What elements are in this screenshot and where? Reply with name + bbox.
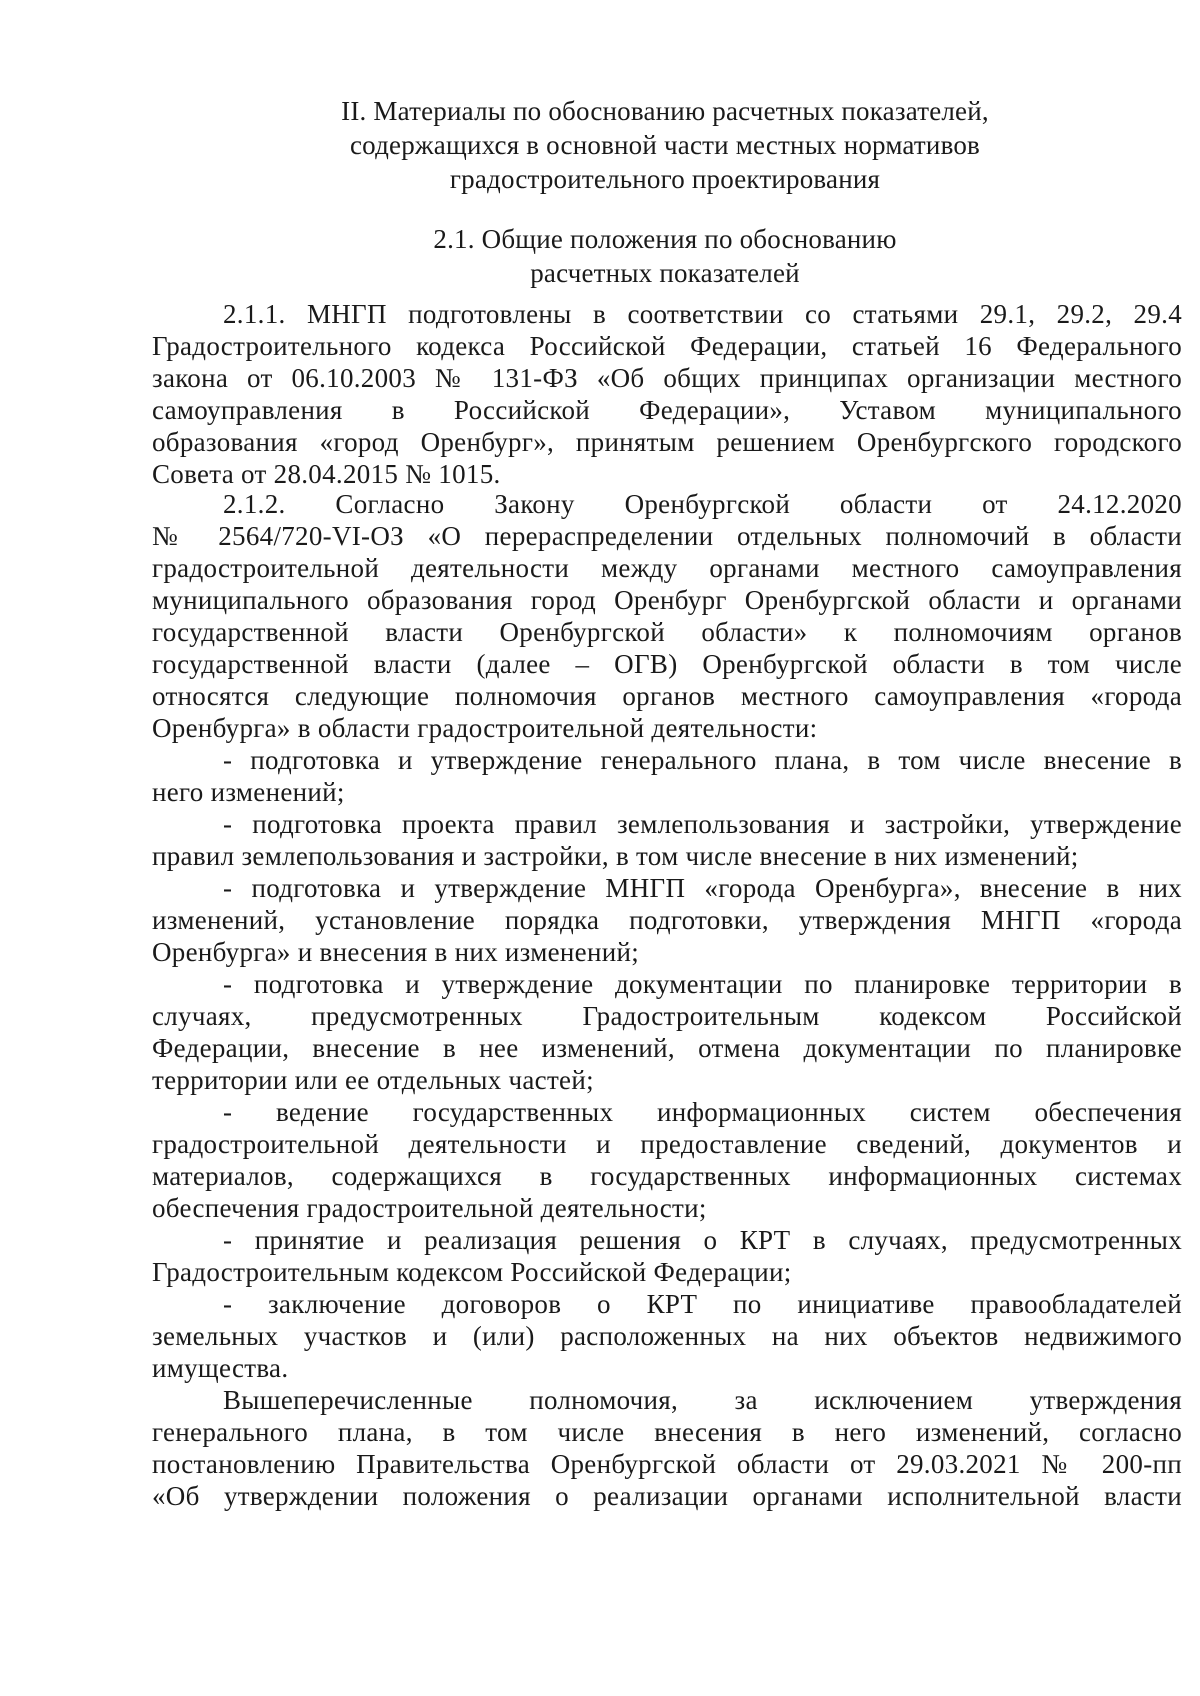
list-item-line: - ведение государственных информационных систем обеспечения — [223, 1097, 1182, 1127]
subsection-title-line: 2.1. Общие положения по обоснованию — [433, 224, 897, 254]
list-item-line: изменений, установление порядка подготовки, утверждения МНГП «города — [152, 905, 1182, 935]
list-item-line: случаях, предусмотренных Градостроительным кодексом Российской — [152, 1001, 1182, 1031]
paragraph-line: градостроительной деятельности между органами местного самоуправления — [152, 553, 1182, 583]
list-item-line: градостроительной деятельности и предоставление сведений, документов и — [152, 1129, 1182, 1159]
list-item-line: - подготовка и утверждение генерального плана, в том числе внесение в — [223, 745, 1182, 775]
list-item-line: Федерации, внесение в нее изменений, отмена документации по планировке — [152, 1033, 1182, 1063]
paragraph-line: Совета от 28.04.2015 № 1015. — [152, 459, 501, 489]
list-item-line: Оренбурга» и внесения в них изменений; — [152, 937, 639, 967]
list-item-line: материалов, содержащихся в государственных информационных системах — [152, 1161, 1182, 1191]
paragraph-line: № 2564/720-VI-ОЗ «О перераспределении отдельных полномочий в области — [152, 521, 1182, 551]
list-item-line: правил землепользования и застройки, в том числе внесение в них изменений; — [152, 841, 1079, 871]
list-item-line: имущества. — [152, 1353, 289, 1383]
paragraph-line: постановлению Правительства Оренбургской области от 29.03.2021 № 200-пп — [152, 1449, 1182, 1479]
list-item-line: территории или ее отдельных частей; — [152, 1065, 594, 1095]
paragraph-line: Градостроительного кодекса Российской Федерации, статьей 16 Федерального — [152, 331, 1182, 361]
paragraph-line: 2.1.1. МНГП подготовлены в соответствии со статьями 29.1, 29.2, 29.4 — [223, 299, 1182, 329]
list-item-line: - принятие и реализация решения о КРТ в случаях, предусмотренных — [223, 1225, 1182, 1255]
subsection-title — [150, 222, 1180, 290]
subsection-title-line: расчетных показателей — [530, 258, 800, 288]
list-item-line: обеспечения градостроительной деятельности; — [152, 1193, 707, 1223]
paragraph-line: государственной власти (далее – ОГВ) Оренбургской области в том числе — [152, 649, 1182, 679]
list-item-line: - подготовка и утверждение документации по планировке территории в — [223, 969, 1182, 999]
list-item-line: - подготовка и утверждение МНГП «города Оренбурга», внесение в них — [223, 873, 1182, 903]
paragraph-line: 2.1.2. Согласно Закону Оренбургской области от 24.12.2020 — [223, 489, 1182, 519]
paragraph-line: самоуправления в Российской Федерации», Уставом муниципального — [152, 395, 1182, 425]
section-title-line: содержащихся в основной части местных нормативов — [350, 130, 980, 160]
list-item-line: земельных участков и (или) расположенных на них объектов недвижимого — [152, 1321, 1182, 1351]
paragraph-line: относятся следующие полномочия органов местного самоуправления «города — [152, 681, 1182, 711]
section-title — [150, 94, 1180, 196]
paragraph-line: муниципального образования город Оренбург Оренбургской области и органами — [152, 585, 1182, 615]
paragraph-line: Оренбурга» в области градостроительной деятельности: — [152, 713, 818, 743]
list-item-line: - заключение договоров о КРТ по инициативе правообладателей — [223, 1289, 1182, 1319]
section-title-line: градостроительного проектирования — [449, 164, 881, 194]
paragraph-line: образования «город Оренбург», принятым решением Оренбургского городского — [152, 427, 1182, 457]
list-item-line: него изменений; — [152, 777, 345, 807]
list-item-line: Градостроительным кодексом Российской Федерации; — [152, 1257, 792, 1287]
paragraph-line: генерального плана, в том числе внесения в него изменений, согласно — [152, 1417, 1182, 1447]
list-item-line: - подготовка проекта правил землепользования и застройки, утверждение — [223, 809, 1182, 839]
section-title-line: II. Материалы по обоснованию расчетных показателей, — [341, 96, 989, 126]
paragraph-line: Вышеперечисленные полномочия, за исключением утверждения — [223, 1385, 1182, 1415]
paragraph-line: государственной власти Оренбургской области» к полномочиям органов — [152, 617, 1182, 647]
paragraph-line: закона от 06.10.2003 № 131-ФЗ «Об общих принципах организации местного — [152, 363, 1182, 393]
paragraph-line: «Об утверждении положения о реализации органами исполнительной власти — [152, 1481, 1182, 1511]
